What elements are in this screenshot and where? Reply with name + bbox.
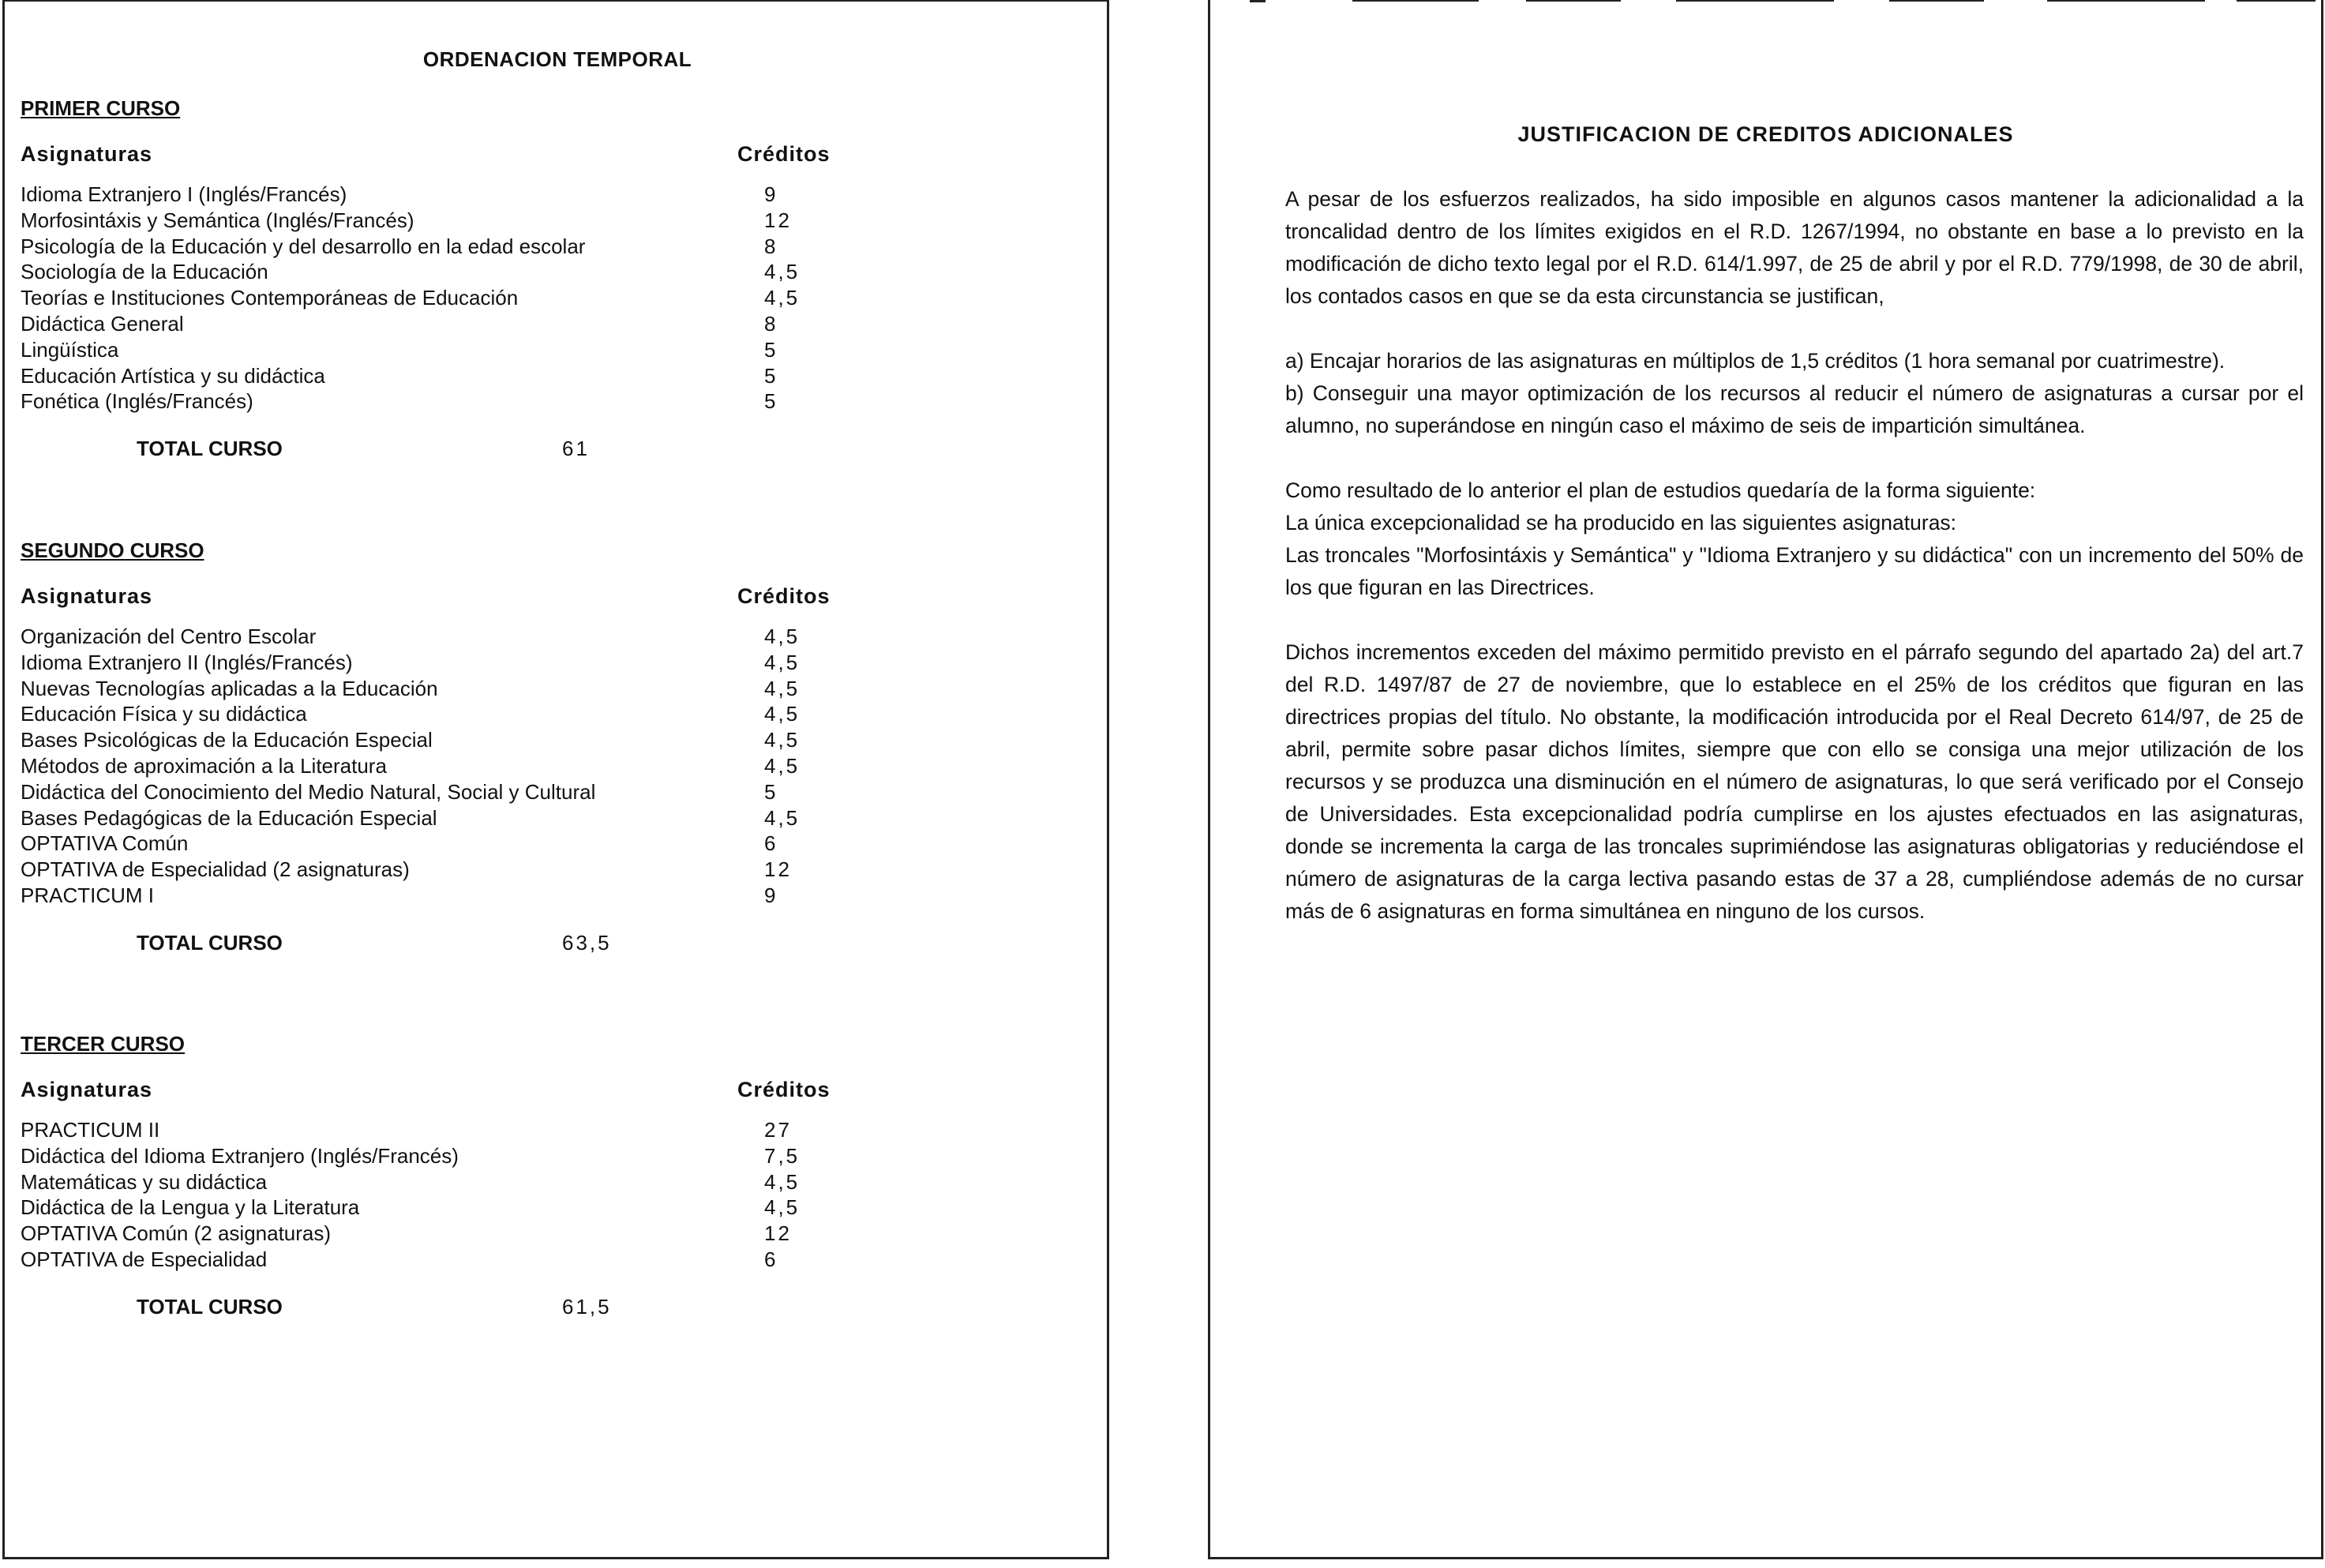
subject-name: Didáctica del Idioma Extranjero (Inglés/Francés) bbox=[21, 1143, 459, 1168]
left-page bbox=[2, 0, 1109, 1559]
subject-row bbox=[21, 1143, 1094, 1169]
subject-credits: 12 bbox=[764, 1221, 792, 1246]
subject-row bbox=[21, 1117, 1094, 1143]
subject-credits: 7,5 bbox=[764, 1143, 801, 1168]
credits-header: Créditos bbox=[737, 1078, 831, 1101]
subject-name: Didáctica del Conocimiento del Medio Natural, Social y Cultural bbox=[21, 779, 596, 804]
subject-name: Morfosintáxis y Semántica (Inglés/Francés) bbox=[21, 208, 414, 232]
subject-name: Idioma Extranjero II (Inglés/Francés) bbox=[21, 650, 353, 674]
right-page bbox=[1208, 0, 2323, 1559]
subject-row bbox=[21, 259, 1094, 285]
total-label: TOTAL CURSO bbox=[137, 1294, 283, 1319]
subject-row bbox=[21, 779, 1094, 805]
course-section bbox=[21, 1032, 1094, 1326]
subject-row bbox=[21, 208, 1094, 234]
justification-paragraph: La única excepcionalidad se ha producido en las siguientes asignaturas: bbox=[1285, 511, 1957, 535]
subject-row bbox=[21, 1247, 1094, 1273]
subject-name: Nuevas Tecnologías aplicadas a la Educación bbox=[21, 676, 438, 700]
subject-credits: 4,5 bbox=[764, 728, 801, 752]
justification-title: JUSTIFICACION DE CREDITOS ADICIONALES bbox=[1517, 122, 2014, 146]
course-title: TERCER CURSO bbox=[21, 1032, 186, 1056]
subject-row bbox=[21, 624, 1094, 650]
subject-credits: 4,5 bbox=[764, 702, 801, 726]
subject-credits: 6 bbox=[764, 831, 778, 856]
justification-paragraph: Las troncales "Morfosintáxis y Semántica" y "Idioma Extranjero y su didáctica" con un incremento del 50% de los que figuran en las Directrices. bbox=[1285, 543, 2304, 599]
column-header bbox=[21, 570, 1094, 621]
subject-credits: 9 bbox=[764, 883, 778, 907]
subject-row bbox=[21, 1169, 1094, 1195]
credits-header: Créditos bbox=[737, 142, 831, 166]
subject-name: Sociología de la Educación bbox=[21, 260, 268, 284]
subject-credits: 4,5 bbox=[764, 625, 801, 648]
subject-row bbox=[21, 753, 1094, 779]
total-row bbox=[21, 1295, 1094, 1326]
subject-credits: 12 bbox=[764, 208, 792, 232]
justification-paragraph: Dichos incrementos exceden del máximo permitido previsto en el párrafo segundo del apartado 2a) del art.7 del R.D. 1497/87 de 27 de noviembre, que lo establece en el 25% de los créditos que figuran en las directrices propias del título. No obstante, la modificación introducida por el Real Decreto 614/97, de 25 de abril, permite sobre pasar dichos límites, siempre que con ello se consiga una mejor utilización de los recursos y se produzca una disminución en el número de asignaturas, lo que será verificado por el Consejo de Universidades. Esta excepcionalidad podría cumplirse en los ajustes efectuados en las asignaturas, donde se incrementa la carga de las troncales suprimiéndose las asignaturas obligatorias y reduciéndose el número de asignaturas de la carga lectiva pasando estas de 37 a 28, cumpliéndose además de no cursar más de 6 asignaturas en forma simultánea en ninguno de los cursos. bbox=[1285, 640, 2304, 923]
subject-credits: 8 bbox=[764, 311, 778, 336]
course-title: SEGUNDO CURSO bbox=[21, 538, 204, 562]
subject-name: OPTATIVA de Especialidad bbox=[21, 1247, 268, 1271]
justification-paragraph: Como resultado de lo anterior el plan de estudios quedaría de la forma siguiente: bbox=[1285, 478, 2036, 502]
subject-row bbox=[21, 701, 1094, 727]
subject-row bbox=[21, 676, 1094, 702]
subject-row bbox=[21, 727, 1094, 753]
subject-name: OPTATIVA Común bbox=[21, 831, 189, 856]
justification-body bbox=[1285, 183, 2304, 928]
subject-credits: 5 bbox=[764, 363, 778, 388]
course-section bbox=[21, 538, 1094, 962]
subject-credits: 12 bbox=[764, 857, 792, 882]
justification-paragraph: a) Encajar horarios de las asignaturas en múltiplos de 1,5 créditos (1 hora semanal por cuatrimestre). bbox=[1285, 349, 2226, 373]
subjects-header: Asignaturas bbox=[21, 584, 153, 608]
subject-name: Educación Física y su didáctica bbox=[21, 702, 307, 726]
subject-credits: 4,5 bbox=[764, 650, 801, 674]
subject-name: Organización del Centro Escolar bbox=[21, 625, 317, 648]
subject-row bbox=[21, 337, 1094, 363]
subject-credits: 27 bbox=[764, 1118, 792, 1142]
subject-row bbox=[21, 234, 1094, 260]
subject-credits: 5 bbox=[764, 337, 778, 362]
subject-name: Bases Pedagógicas de la Educación Especial bbox=[21, 805, 437, 830]
subject-name: Matemáticas y su didáctica bbox=[21, 1169, 268, 1194]
total-row bbox=[21, 931, 1094, 962]
subject-row bbox=[21, 831, 1094, 857]
course-section bbox=[21, 96, 1094, 468]
subject-name: Lingüística bbox=[21, 337, 119, 362]
subject-name: PRACTICUM II bbox=[21, 1118, 160, 1142]
credits-header: Créditos bbox=[737, 584, 831, 608]
subject-credits: 4,5 bbox=[764, 286, 801, 310]
subject-name: Teorías e Instituciones Contemporáneas de Educación bbox=[21, 286, 519, 310]
subject-row bbox=[21, 182, 1094, 208]
subject-credits: 8 bbox=[764, 234, 778, 258]
justification-paragraph: b) Conseguir una mayor optimización de los recursos al reducir el número de asignaturas a cursar por el alumno, no superándose en ningún caso el máximo de seis de impartición simultánea. bbox=[1285, 381, 2304, 437]
course-title: PRIMER CURSO bbox=[21, 96, 181, 120]
subject-row bbox=[21, 857, 1094, 883]
subject-credits: 4,5 bbox=[764, 676, 801, 700]
subject-row bbox=[21, 363, 1094, 389]
subject-row bbox=[21, 805, 1094, 831]
subject-credits: 6 bbox=[764, 1247, 778, 1271]
subject-credits: 4,5 bbox=[764, 753, 801, 778]
column-header bbox=[21, 128, 1094, 178]
total-label: TOTAL CURSO bbox=[137, 930, 283, 955]
total-value: 61 bbox=[562, 437, 590, 461]
subject-name: PRACTICUM I bbox=[21, 883, 154, 907]
total-row bbox=[21, 437, 1094, 468]
subject-name: Métodos de aproximación a la Literatura bbox=[21, 753, 387, 778]
subject-credits: 5 bbox=[764, 779, 778, 804]
subject-row bbox=[21, 388, 1094, 415]
scan-top-marks bbox=[1210, 0, 2321, 5]
total-value: 63,5 bbox=[562, 930, 612, 955]
subject-name: Didáctica de la Lengua y la Literatura bbox=[21, 1195, 360, 1220]
subject-name: Fonética (Inglés/Francés) bbox=[21, 389, 253, 414]
subject-row bbox=[21, 650, 1094, 676]
subject-name: OPTATIVA de Especialidad (2 asignaturas) bbox=[21, 857, 410, 882]
subject-name: Educación Artística y su didáctica bbox=[21, 363, 325, 388]
subject-name: OPTATIVA Común (2 asignaturas) bbox=[21, 1221, 332, 1246]
subject-credits: 5 bbox=[764, 389, 778, 414]
total-value: 61,5 bbox=[562, 1294, 612, 1319]
subjects-header: Asignaturas bbox=[21, 142, 153, 166]
subject-credits: 4,5 bbox=[764, 1169, 801, 1194]
subject-row bbox=[21, 1195, 1094, 1221]
subject-credits: 4,5 bbox=[764, 260, 801, 284]
subject-row bbox=[21, 883, 1094, 909]
justification-paragraph: A pesar de los esfuerzos realizados, ha sido imposible en algunos casos mantener la adicionalidad a la troncalidad dentro de los límites exigidos en el R.D. 1267/1994, no obstante en base a lo previsto en la modificación de dicho texto legal por el R.D. 614/1.997, de 25 de abril y por el R.D. 779/1998, de 30 de abril, los contados casos en que se da esta circunstancia se justifican, bbox=[1285, 187, 2304, 308]
subject-name: Bases Psicológicas de la Educación Especial bbox=[21, 728, 433, 752]
subject-credits: 4,5 bbox=[764, 805, 801, 830]
subject-credits: 9 bbox=[764, 182, 778, 206]
subject-row bbox=[21, 285, 1094, 311]
subject-name: Idioma Extranjero I (Inglés/Francés) bbox=[21, 182, 347, 206]
subject-name: Didáctica General bbox=[21, 311, 184, 336]
subject-row bbox=[21, 311, 1094, 337]
subject-name: Psicología de la Educación y del desarrollo en la edad escolar bbox=[21, 234, 586, 258]
subjects-header: Asignaturas bbox=[21, 1078, 153, 1101]
total-label: TOTAL CURSO bbox=[137, 437, 283, 461]
subject-credits: 4,5 bbox=[764, 1195, 801, 1220]
document-title: ORDENACION TEMPORAL bbox=[422, 47, 692, 71]
subject-row bbox=[21, 1221, 1094, 1247]
column-header bbox=[21, 1063, 1094, 1114]
